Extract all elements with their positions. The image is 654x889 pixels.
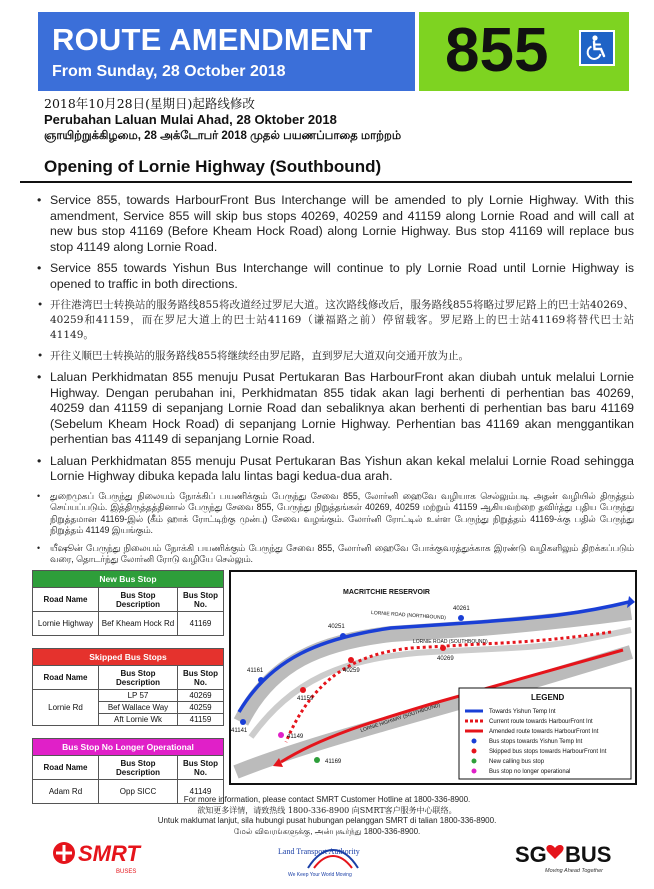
stop-marker: [300, 687, 306, 693]
route-map: [229, 570, 637, 785]
table-title: New Bus Stop: [33, 571, 224, 588]
legend-item: Skipped bus stops towards HarbourFront Int: [489, 749, 607, 755]
lta-wordmark: Land Transport Authority: [278, 847, 360, 856]
arrow-icon: [627, 596, 635, 608]
road-label: LORNIE ROAD (SOUTHBOUND): [413, 639, 488, 645]
title-malay: Perubahan Laluan Mulai Ahad, 28 Oktober 2018: [44, 112, 337, 127]
cell-no: 40269: [178, 690, 224, 702]
bus-stop-tables: [32, 570, 224, 816]
bullet-cn-2: • 开往义顺巴士转换站的服务路线855将继续经由罗尼路，直到罗尼大道双向交通开放为止。: [36, 349, 634, 364]
stop-label: 40259: [343, 668, 360, 674]
route-map-svg: [231, 572, 635, 783]
sgbus-sub: Moving Ahead Together: [545, 868, 603, 874]
bullet-ta-2: • யீஷூன் பேருந்து நிலையம் நோக்கி பயணிக்கும் பேருந்து சேவை 855, லோர்னி ஹைவே போக்குவரத்துக்காக இரண்டு வழிகளிலும் திறக்கப்படும் வரை, தொடர்ந்து லோர்னி ரோடு வழியே செல்லும்.: [36, 543, 634, 566]
skipped-bus-stops-table: [32, 648, 224, 726]
cell-road: Lornie Highway: [33, 612, 99, 636]
bullet-ms-1: • Laluan Perkhidmatan 855 menuju Pusat Pertukaran Bas HarbourFront akan diubah untuk melalui Lornie Highway. Dengan perubahan ini, Perkhidmatan 855 tidak akan lagi berhenti di perhentian bas 40269, 40259 dan 41159 di sepanjang Lornie Road dan sebaliknya akan berhenti di perhentian bas baru 41169 (Sebelum Kheam Hock Road) di sepanjang Lornie Highway. Perhentian bas 41169 akan menggantikan perhentian bas 41149 di sepanjang Lornie Road.: [36, 370, 634, 448]
sg-wordmark: SG: [515, 842, 547, 867]
cell-desc: LP 57: [99, 690, 178, 702]
col-road: Road Name: [33, 666, 99, 690]
header-banner: [38, 12, 415, 91]
cell-road: Adam Rd: [33, 780, 99, 804]
legend-item: Bus stop no longer operational: [489, 769, 571, 775]
stop-label: 41141: [231, 728, 248, 734]
stop-label: 41159: [297, 696, 314, 702]
smrt-logo: [50, 835, 160, 879]
stop-marker: [240, 719, 246, 725]
col-desc: Bus Stop Description: [99, 756, 178, 780]
smrt-sub: BUSES: [116, 869, 137, 875]
col-road: Road Name: [33, 756, 99, 780]
lta-sub: We Keep Your World Moving: [288, 872, 352, 878]
footer-cn: 欲知更多详情，请致热线 1800-336-8900 向SMRT客户服务中心联络。: [197, 805, 457, 815]
cell-desc: Bef Wallace Way: [99, 702, 178, 714]
stop-label: 41161: [247, 668, 264, 674]
map-legend: [459, 688, 631, 779]
footer-contact: [0, 795, 654, 837]
heart-icon: [546, 845, 563, 859]
bullet-en-2: • Service 855 towards Yishun Bus Interchange will continue to ply Lornie Road until Lornie Highway is opened to traffic in both directions.: [36, 261, 634, 292]
col-road: Road Name: [33, 588, 99, 612]
cell-no: 41159: [178, 714, 224, 726]
bullet-cn-1: • 开往港湾巴士转换站的服务路线855将改道经过罗尼大道。这次路线修改后，服务路线855将略过罗尼路上的巴士站40269、40259和41159，而在罗尼大道上的巴士站41169（谦福路之前）停留载客。罗尼路上的巴士站41169将替代巴士站41149。: [36, 298, 634, 343]
legend-title: LEGEND: [531, 693, 565, 702]
col-no: Bus Stop No.: [178, 756, 224, 780]
stop-marker: [340, 633, 346, 639]
footer-en: For more information, please contact SMRT Customer Hotline at 1800-336-8900.: [183, 795, 471, 804]
effective-date: From Sunday, 28 October 2018: [52, 63, 286, 80]
cell-desc: Aft Lornie Wk: [99, 714, 178, 726]
service-number: 855: [445, 16, 549, 85]
table-title: Bus Stop No Longer Operational: [33, 739, 224, 756]
cell-desc: Bef Kheam Hock Rd: [99, 612, 178, 636]
notice-body: [36, 193, 634, 572]
footer-ms: Untuk maklumat lanjut, sila hubungi pusat hubungan pelanggan SMRT di talian 1800-336-8900.: [157, 816, 497, 825]
footer-ta: மேல் விவரங்களுக்கு, அன்புகூர்ந்து 1800-336-8900.: [233, 826, 421, 836]
cell-no: 40259: [178, 702, 224, 714]
stop-label: 40269: [437, 656, 454, 662]
stop-label: 41169: [325, 759, 342, 765]
bullet-en-1: • Service 855, towards HarbourFront Bus Interchange will be amended to ply Lornie Highway. With this amendment, Service 855 will skip bus stops 40269, 40259 and 41159 along Lornie Road and will call at new bus stop 41169 (Before Kheam Hock Road) along Lornie Highway. Bus stop 41169 will replace bus stop 41149 along Lornie Road.: [36, 193, 634, 255]
divider: [20, 181, 632, 183]
lta-logo: [278, 838, 388, 878]
table-row: [33, 612, 224, 636]
new-bus-stop-table: [32, 570, 224, 636]
smrt-wordmark: SMRT: [78, 841, 140, 866]
legend-item: New calling bus stop: [489, 759, 545, 765]
stop-marker: [314, 757, 320, 763]
col-no: Bus Stop No.: [178, 666, 224, 690]
cell-no: 41169: [178, 612, 224, 636]
col-desc: Bus Stop Description: [99, 588, 178, 612]
title-tamil: ஞாயிற்றுக்கிழமை, 28 அக்டோபர் 2018 முதல் பயணப்பாதை மாற்றம்: [44, 130, 402, 142]
legend-item: Current route towards HarbourFront Int: [489, 719, 593, 725]
road-label: LORNIE ROAD (NORTHBOUND): [370, 610, 447, 622]
stop-label: 40261: [453, 606, 470, 612]
stop-marker: [348, 657, 354, 663]
section-title: Opening of Lornie Highway (Southbound): [44, 157, 382, 176]
multilingual-titles: [44, 96, 401, 144]
table-title: Skipped Bus Stops: [33, 649, 224, 666]
legend-item: Bus stops towards Yishun Temp Int: [489, 739, 583, 745]
stop-marker: [278, 732, 284, 738]
sgbus-logo: [515, 838, 630, 878]
cell-desc: Opp SICC: [99, 780, 178, 804]
page-title: ROUTE AMENDMENT: [52, 22, 373, 57]
legend-item: Amended route towards HarbourFront Int: [489, 729, 599, 735]
stop-marker: [458, 615, 464, 621]
wheelchair-icon: [579, 30, 615, 66]
road-label: LORNIE HIGHWAY (SOUTHBOUND): [359, 702, 442, 734]
stop-marker: [258, 677, 264, 683]
col-desc: Bus Stop Description: [99, 666, 178, 690]
stop-marker: [440, 645, 446, 651]
bullet-ta-1: • துறைமுகப் பேருந்து நிலையம் நோக்கிப் பயணிக்கும் பேருந்து சேவை 855, லோர்னி ஹைவே வழியாக செல்லும்படி அதன் வழியில் திருத்தம் செய்யப்படும். இத்திருத்தத்தினால் பேருந்து சேவை 855, பேருந்து நிறுத்தங்கள் 40269, 40259 மற்றும் 41159 ஆகியவற்றை தவிர்த்து புதிய பேருந்து நிறுத்தமான 41169-இல் (கீம் ஹாக் ரோட்டிற்கு முன்பு) சேவை வழங்கும். லோர்னி ரோட்டில் உள்ள பேருந்து நிறுத்தம் 41169-க்கு பதில் பேருந்து நிறுத்தம் 41149 இயங்கும்.: [36, 491, 634, 537]
service-banner: [419, 12, 629, 91]
legend-item: Towards Yishun Temp Int: [489, 709, 556, 715]
col-no: Bus Stop No.: [178, 588, 224, 612]
table-row: [33, 690, 224, 702]
cell-road: Lornie Rd: [33, 690, 99, 726]
stop-label: 41149: [287, 734, 304, 740]
bus-wordmark: BUS: [565, 842, 612, 867]
bullet-ms-2: • Laluan Perkhidmatan 855 menuju Pusat Pertukaran Bas Yishun akan kekal melalui Lornie Road sehingga Lornie Highway dibuka kepada lalu lintas bagi kedua-dua arah.: [36, 454, 634, 485]
title-chinese: 2018年10月28日(星期日)起路线修改: [44, 96, 255, 111]
stop-label: 40251: [328, 624, 345, 630]
reservoir-label: MACRITCHIE RESERVOIR: [343, 589, 430, 596]
cell-no: 41149: [178, 780, 224, 804]
